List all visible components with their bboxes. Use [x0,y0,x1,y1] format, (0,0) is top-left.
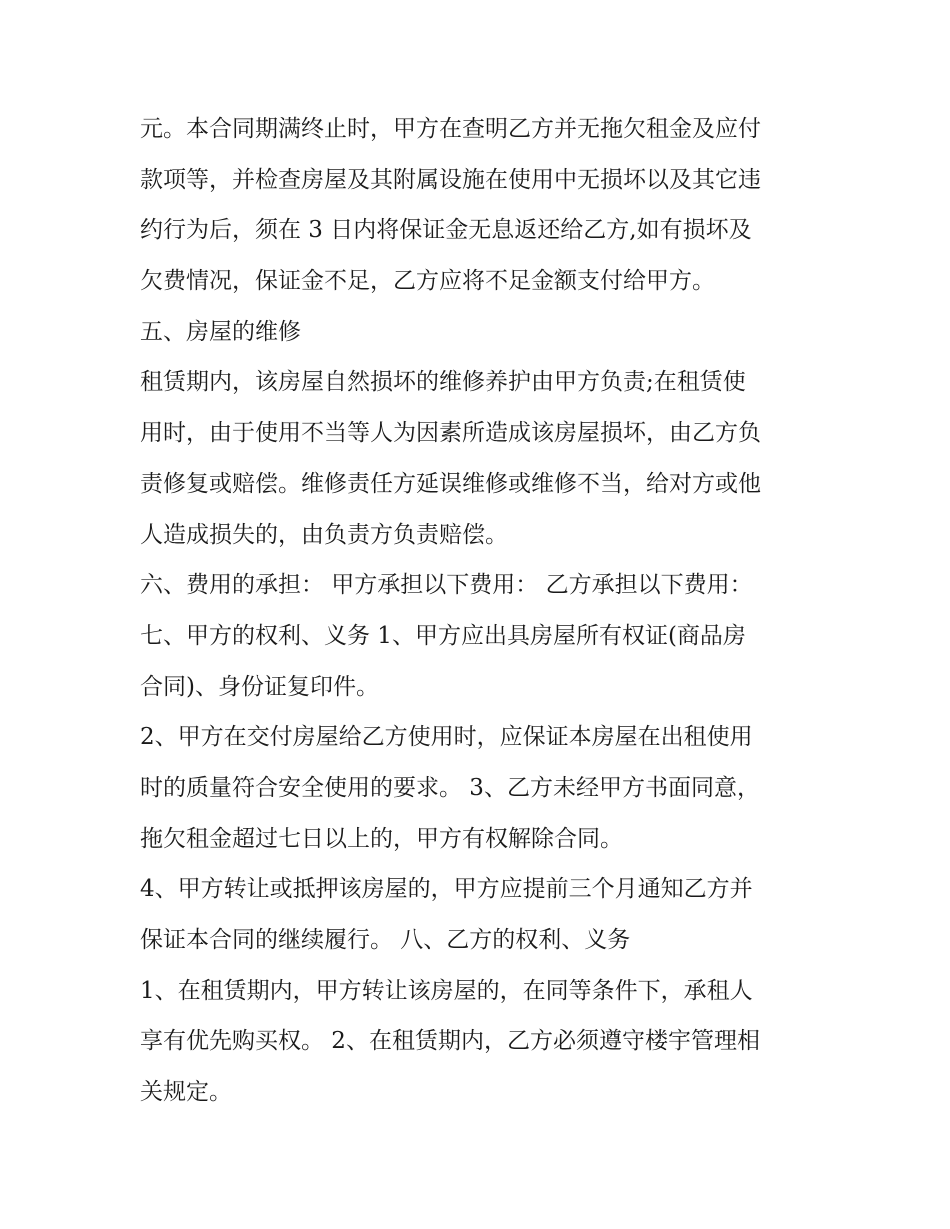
text-line: 责修复或赔偿。维修责任方延误维修或维修不当，给对方或他 [140,470,761,497]
text-line: 1、在租赁期内，甲方转让该房屋的，在同等条件下，承租人 [140,977,753,1004]
text-line: 关规定。 [140,1079,232,1106]
text-line: 约行为后，须在 3 日内将保证金无息返还给乙方,如有损坏及 [140,217,752,244]
text-line: 保证本合同的继续履行。 八、乙方的权利、义务 [140,927,631,953]
text-line: 时的质量符合安全使用的要求。 3、乙方未经甲方书面同意， [140,774,760,801]
section-heading-repair: 五、房屋的维修 [140,318,301,345]
text-line: 租赁期内，该房屋自然损坏的维修养护由甲方负责;在租赁使 [140,369,746,396]
text-line: 款项等，并检查房屋及其附属设施在使用中无损坏以及其它违 [140,166,761,193]
section-heading-party-a: 七、甲方的权利、义务 1、甲方应出具房屋所有权证(商品房 [140,622,746,649]
text-line: 4、甲方转让或抵押该房屋的，甲方应提前三个月通知乙方并 [140,876,753,903]
text-line: 人造成损失的，由负责方负责赔偿。 [140,521,508,548]
text-line: 用时，由于使用不当等人为因素所造成该房屋损坏，由乙方负 [140,420,761,447]
text-line: 欠费情况，保证金不足，乙方应将不足金额支付给甲方。 [140,268,715,295]
text-line: 合同)、身份证复印件。 [140,673,379,700]
text-line: 享有优先购买权。 2、在租赁期内，乙方必须遵守楼宇管理相 [140,1028,760,1055]
contract-text [140,104,820,1118]
section-heading-costs: 六、费用的承担： 甲方承担以下费用： 乙方承担以下费用： [140,572,753,599]
text-line: 2、甲方在交付房屋给乙方使用时，应保证本房屋在出租使用 [140,724,753,751]
text-line: 拖欠租金超过七日以上的，甲方有权解除合同。 [140,825,623,852]
text-line: 元。本合同期满终止时，甲方在查明乙方并无拖欠租金及应付 [140,116,761,142]
